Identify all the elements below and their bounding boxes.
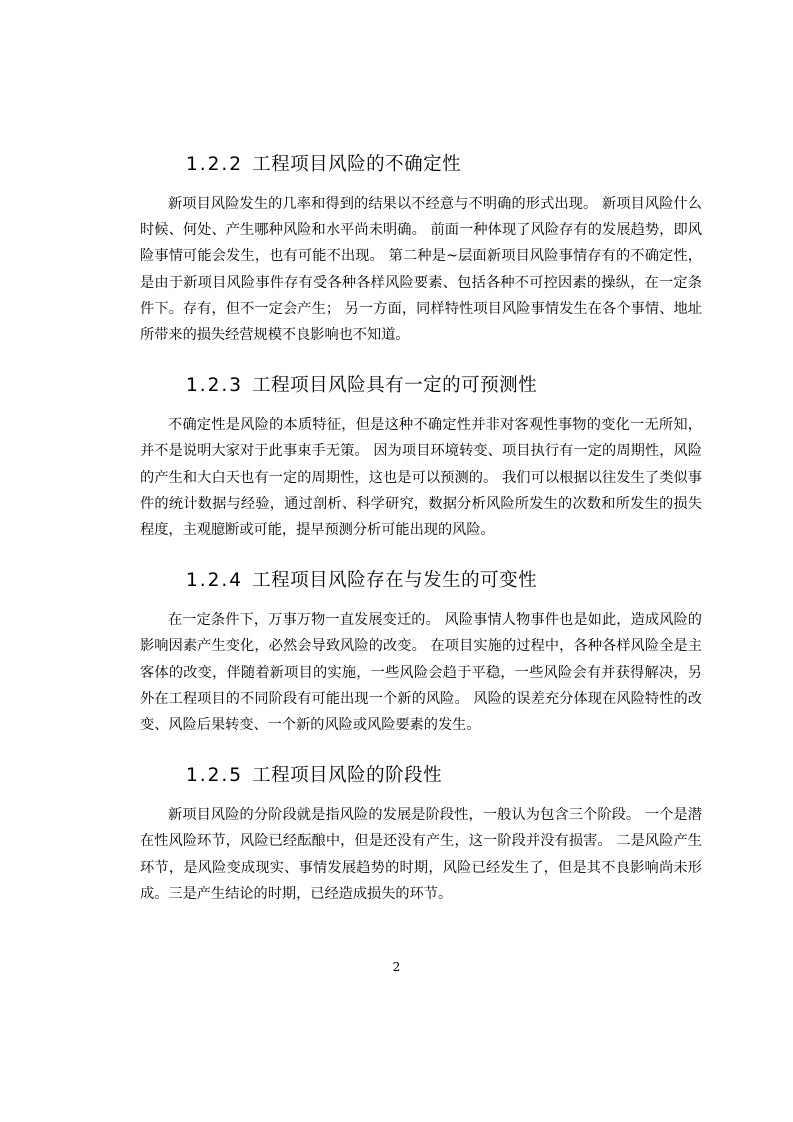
page-number: 2 — [392, 960, 401, 974]
section-title: 工程项目风险具有一定的可预测性 — [252, 375, 538, 397]
section-heading-1-2-2 — [186, 150, 702, 180]
section-number: 1.2.5 — [186, 765, 244, 787]
section-title: 工程项目风险的不确定性 — [252, 154, 462, 175]
section-paragraph: 在一定条件下，万事万物一直发展变迁的。 风险事情人物事件也是如此，造成风险的影响因素产生变化，必然会导致风险的改变。 在项目实施的过程中，各种各样风险全是主客体的改变，伴随着新项目的实施，一些风险会趋于平稳，一些风险会有并获得解决，另外在工程项目的不同阶段有可能出现一个新的风险。 风险的误差充分体现在风险特性的改变、风险后果转变、一个新的风险或风险要素的发生。 — [140, 612, 702, 734]
section-heading-1-2-5 — [186, 761, 702, 791]
section-number: 1.2.2 — [186, 154, 244, 175]
section-number: 1.2.3 — [186, 375, 244, 397]
section-heading-1-2-3 — [186, 371, 702, 401]
page-content — [140, 150, 702, 930]
section-title: 工程项目风险的阶段性 — [252, 765, 443, 787]
section-paragraph: 新项目风险发生的几率和得到的结果以不经意与不明确的形式出现。 新项目风险什么时候、何处、产生哪种风险和水平尚未明确。 前面一种体现了风险存有的发展趋势，即风险事情可能会发生，也有可能不出现。 第二种是~层面新项目风险事情存有的不确定性，是由于新项目风险事件存有受各种各样风险要素、包括各种不可控因素的操纵，在一定条件下。存有，但不一定会产生； 另一方面，同样特性项目风险事情发生在各个事情、地址所带来的损失经营规模不良影响也不知道。 — [140, 196, 702, 344]
section-title: 工程项目风险存在与发生的可变性 — [252, 570, 538, 592]
section-paragraph: 新项目风险的分阶段就是指风险的发展是阶段性，一般认为包含三个阶段。 一个是潜在性风险环节，风险已经酝酿中，但是还没有产生，这一阶段并没有损害。 二是风险产生环节，是风险变成现实、事情发展趋势的时期，风险已经发生了，但是其不良影响尚未形成。三是产生结论的时期，已经造成损失的环节。 — [140, 807, 702, 902]
section-number: 1.2.4 — [186, 570, 244, 592]
section-heading-1-2-4 — [186, 566, 702, 596]
section-paragraph: 不确定性是风险的本质特征，但是这种不确定性并非对客观性事物的变化一无所知，并不是说明大家对于此事束手无策。 因为项目环境转变、项目执行有一定的周期性，风险的产生和大白天也有一定的周期性，这也是可以预测的。 我们可以根据以往发生了类似事件的统计数据与经验，通过剖析、科学研究，数据分析风险所发生的次数和所发生的损失程度，主观臆断或可能，提早预测分析可能出现的风险。 — [140, 417, 702, 539]
